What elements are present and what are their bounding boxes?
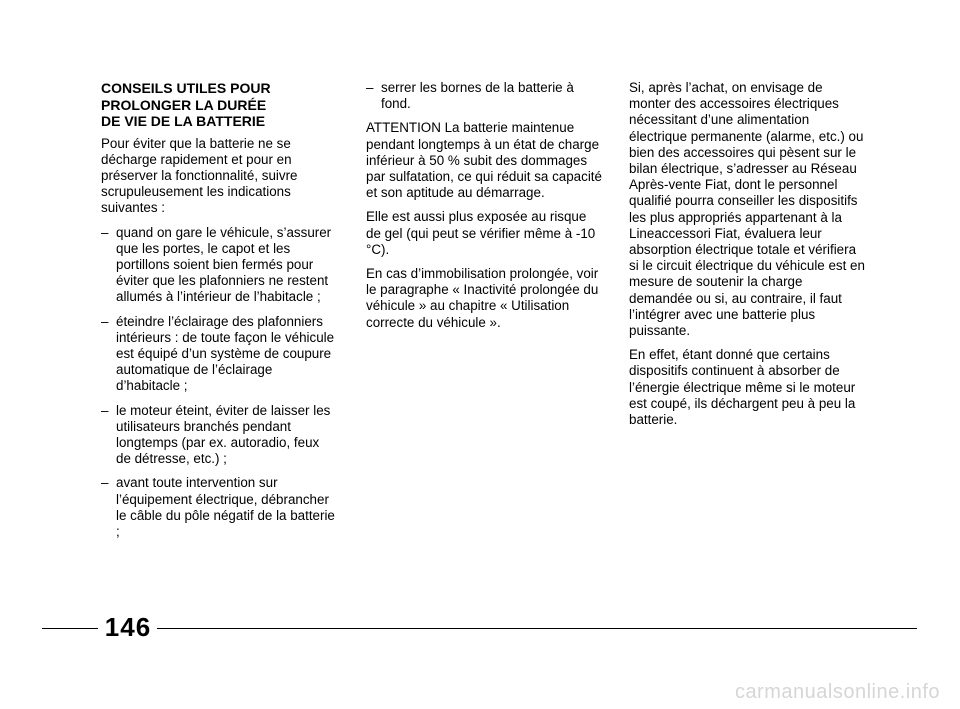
frost-paragraph: Elle est aussi plus exposée au risque de gel (qui peut se vérifier même à -10 °C). <box>366 209 596 257</box>
accessories-paragraph: Si, après l’achat, on envisage de monter des accessoires électriques nécessitant d’une alimentation électrique permanente (alarme, etc.) ou bien des accessoires qui pèsent sur le bilan électrique, s’adresser au Réseau Après-vente Fiat, dont le personnel qualifié pourra conseiller les dispositifs les plus appropriés appartenant à la Lineaccessori Fiat, évaluera leur absorption électrique totale et vérifiera si le circuit électrique du véhicule est en mesure de soutenir la charge demandée ou si, au contraire, il faut l’intégrer avec une batterie plus puissante. <box>629 80 865 339</box>
section-heading <box>101 80 337 130</box>
list-item: – serrer les bornes de la batterie à fond. <box>366 80 602 112</box>
section-heading-line-2: PROLONGER LA DURÉE <box>101 96 267 113</box>
tips-list-continued <box>366 80 602 112</box>
column-middle <box>366 80 602 339</box>
column-right <box>629 80 865 436</box>
watermark: carmanualsonline.info <box>734 681 940 703</box>
tips-list <box>101 225 337 541</box>
drain-paragraph: En effet, étant donné que certains dispositifs continuent à absorber de l’énergie électrique même si le moteur est coupé, ils déchargent peu à peu la batterie. <box>629 347 856 428</box>
list-item: – quand on gare le véhicule, s’assurer que les portes, le capot et les portillons soient bien fermés pour éviter que les plafonniers ne restent allumés à l’intérieur de l’habitacle ; <box>101 225 337 306</box>
list-item: – le moteur éteint, éviter de laisser les utilisateurs branchés pendant longtemps (par ex. autoradio, feux de détresse, etc.) ; <box>101 403 337 468</box>
immobilisation-paragraph: En cas d’immobilisation prolongée, voir le paragraphe « Inactivité prolongée du véhicule » au chapitre « Utilisation correcte du véhicule ». <box>366 266 599 330</box>
list-item: – éteindre l’éclairage des plafonniers intérieurs : de toute façon le véhicule est équipé d’un système de coupure automatique de l’éclairage d’habitacle ; <box>101 314 337 395</box>
column-left <box>101 80 337 548</box>
section-heading-line-3: DE VIE DE LA BATTERIE <box>101 113 266 129</box>
intro-paragraph: Pour éviter que la batterie ne se décharge rapidement et pour en préserver la fonctionnalité, suivre scrupuleusement les indications suivantes : <box>101 135 298 216</box>
page-number: 146 <box>104 612 152 642</box>
attention-paragraph: ATTENTION La batterie maintenue pendant longtemps à un état de charge inférieur à 50 % subit des dommages par sulfatation, ce qui réduit sa capacité et son aptitude au démarrage. <box>366 120 602 201</box>
section-heading-line-1: CONSEILS UTILES POUR <box>101 80 271 96</box>
footer-rule-left <box>42 628 98 629</box>
footer-rule-right <box>157 628 917 629</box>
list-item: – avant toute intervention sur l’équipement électrique, débrancher le câble du pôle négatif de la batterie ; <box>101 475 337 540</box>
